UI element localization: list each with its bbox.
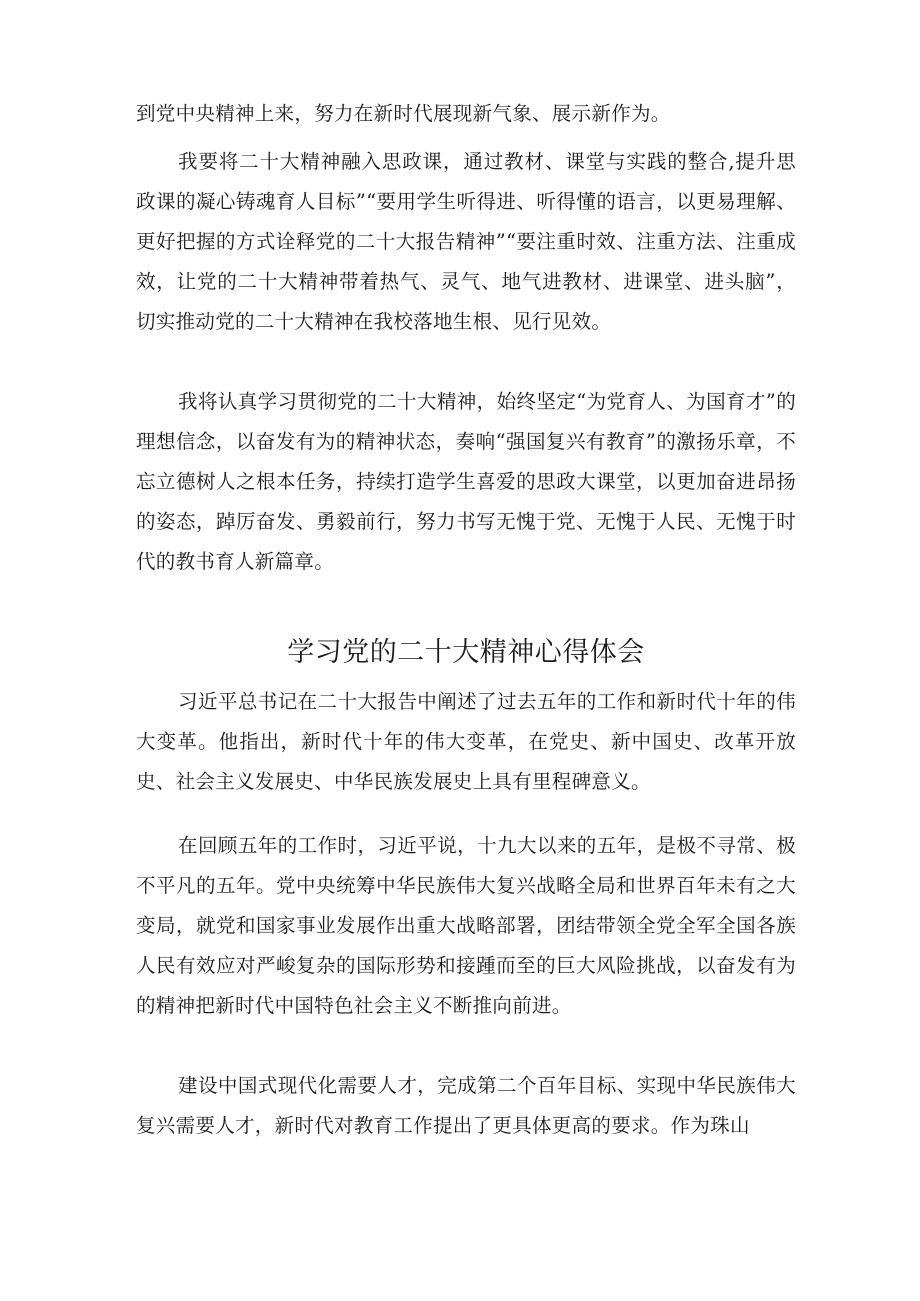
paragraph-report-summary: 习近平总书记在二十大报告中阐述了过去五年的工作和新时代十年的伟大变革。他指出，新时代十年的伟大变革，在党史、新中国史、改革开放史、社会主义发展史、中华民族发展史上具有里程碑意义。 xyxy=(136,690,796,793)
paragraph-talent-needs: 建设中国式现代化需要人才，完成第二个百年目标、实现中华民族伟大复兴需要人才，新时代对教育工作提出了更具体更高的要求。作为珠山 xyxy=(136,1074,796,1137)
paragraph-five-years-review: 在回顾五年的工作时，习近平说，十九大以来的五年，是极不寻常、极不平凡的五年。党中央统筹中华民族伟大复兴战略全局和世界百年未有之大变局，就党和国家事业发展作出重大战略部署，团结带领全党全军全国各族人民有效应对严峻复杂的国际形势和接踵而至的巨大风险挑战，以奋发有为的精神把新时代中国特色社会主义不断推向前进。 xyxy=(136,834,796,1017)
paragraph-ideology-course: 我要将二十大精神融入思政课，通过教材、课堂与实践的整合,提升思政课的凝心铸魂育人目标”“要用学生听得进、听得懂的语言，以更易理解、更好把握的方式诠释党的二十大报告精神”“要注重时效、注重方法、注重成效，让党的二十大精神带着热气、灵气、地气进教材、进课堂、进头脑”，切实推动党的二十大精神在我校落地生根、见行见效。 xyxy=(136,150,796,333)
paragraph-commitment: 我将认真学习贯彻党的二十大精神，始终坚定“为党育人、为国育才”的理想信念，以奋发有为的精神状态，奏响“强国复兴有教育”的激扬乐章，不忘立德树人之根本任务，持续打造学生喜爱的思政大课堂，以更加奋进昂扬的姿态，踔厉奋发、勇毅前行，努力书写无愧于党、无愧于人民、无愧于时代的教书育人新篇章。 xyxy=(136,390,796,573)
section-title: 学习党的二十大精神心得体会 xyxy=(287,637,645,668)
paragraph-continuation: 到党中央精神上来，努力在新时代展现新气象、展示新作为。 xyxy=(136,102,671,125)
